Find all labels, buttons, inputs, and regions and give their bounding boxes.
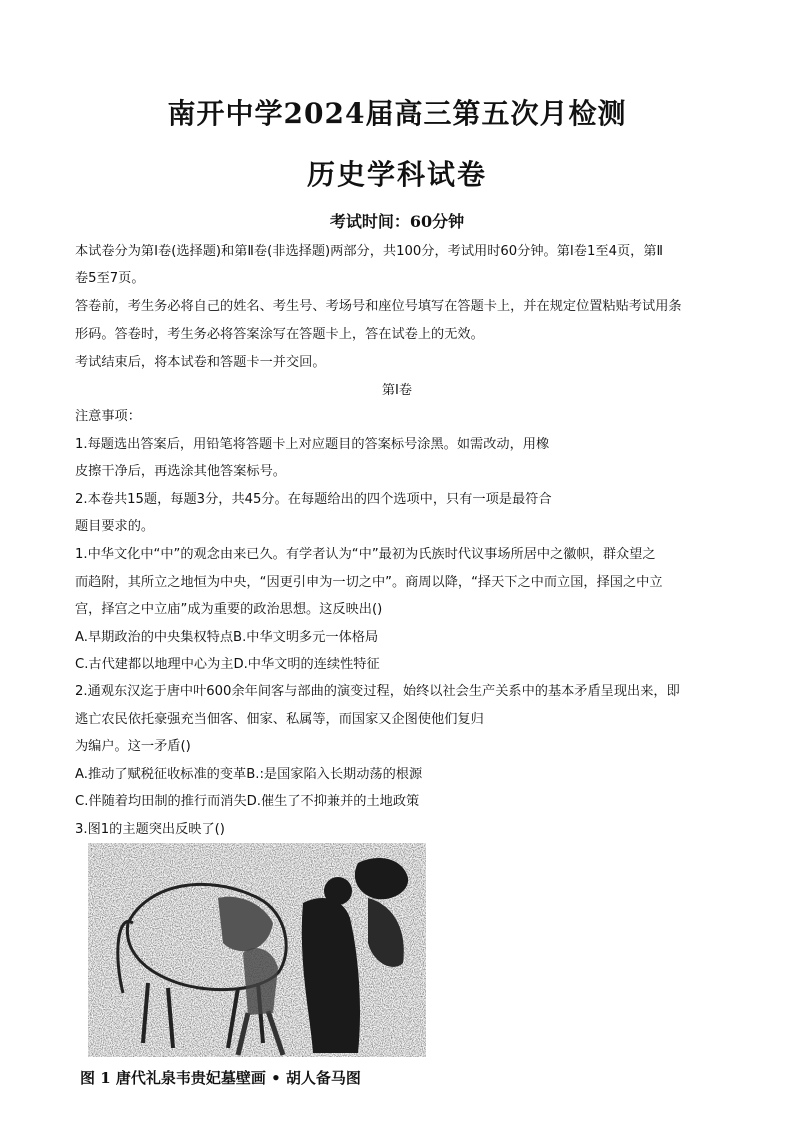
intro-line: 形码。答卷时，考生务必将答案涂写在答题卡上，答在试卷上的无效。 (75, 327, 484, 342)
intro-line: 考试结束后，将本试卷和答题卡一并交回。 (75, 355, 326, 370)
notice-line: 1.每题选出答案后，用铅笔将答题卡上对应题目的答案标号涂黑。如需改动，用橡 (75, 437, 550, 452)
question-1-line: 1.中华文化中“中”的观念由来已久。有学者认为“中”最初为氏族时代议事场所居中之徽帜，群众望之 (75, 547, 656, 562)
exam-time: 考试时间：60分钟 (329, 212, 465, 231)
question-2-options: A.推动了赋税征收标准的变革B.:是国家陷入长期动荡的根源 (75, 767, 423, 782)
question-1-line: 宫，择宫之中立庙”成为重要的政治思想。这反映出() (75, 602, 383, 617)
question-1-line: 而趋附，其所立之地恒为中央，“因更引申为一切之中”。商周以降，“择天下之中而立国，择国之中立 (75, 575, 663, 590)
question-2-line: 为编户。这一矛盾() (75, 739, 191, 754)
intro-line: 本试卷分为第Ⅰ卷(选择题)和第Ⅱ卷(非选择题)两部分，共100分，考试用时60分钟。第Ⅰ卷1至4页，第Ⅱ (75, 244, 664, 259)
question-1-options: A.早期政治的中央集权特点B.中华文明多元一体格局 (75, 630, 379, 645)
figure-caption: 图 1 唐代礼泉韦贵妃墓壁画 • 胡人备马图 (80, 1069, 361, 1087)
notice-line: 2.本卷共15题，每题3分，共45分。在每题给出的四个选项中，只有一项是最符合 (75, 492, 552, 507)
intro-line: 卷5至7页。 (75, 271, 145, 286)
question-2-line: 逃亡农民依托豪强充当佃客、佃家、私属等，而国家又企图使他们复归 (75, 712, 484, 727)
intro-line: 答卷前，考生务必将自己的姓名、考生号、考场号和座位号填写在答题卡上，并在规定位置粘贴考试用条 (75, 299, 682, 314)
notice-title: 注意事项： (75, 409, 141, 424)
notice-line: 皮擦干净后，再选涂其他答案标号。 (75, 464, 286, 479)
notice-line: 题目要求的。 (75, 519, 155, 534)
question-2-options: C.伴随着均田制的推行而消失D.催生了不抑兼并的土地政策 (75, 794, 420, 809)
section-label: 第Ⅰ卷 (381, 383, 413, 398)
mural-figure-image (88, 843, 426, 1057)
question-1-options: C.古代建都以地理中心为主D.中华文明的连续性特征 (75, 657, 380, 672)
question-3-line: 3.图1的主题突出反映了() (75, 822, 225, 837)
page-title: 南开中学2024届高三第五次月检测 (167, 97, 627, 130)
question-2-line: 2.通观东汉迄于唐中叶600余年间客与部曲的演变过程，始终以社会生产关系中的基本矛盾呈现出来，即 (75, 684, 680, 699)
page-subtitle: 历史学科试卷 (306, 158, 487, 191)
